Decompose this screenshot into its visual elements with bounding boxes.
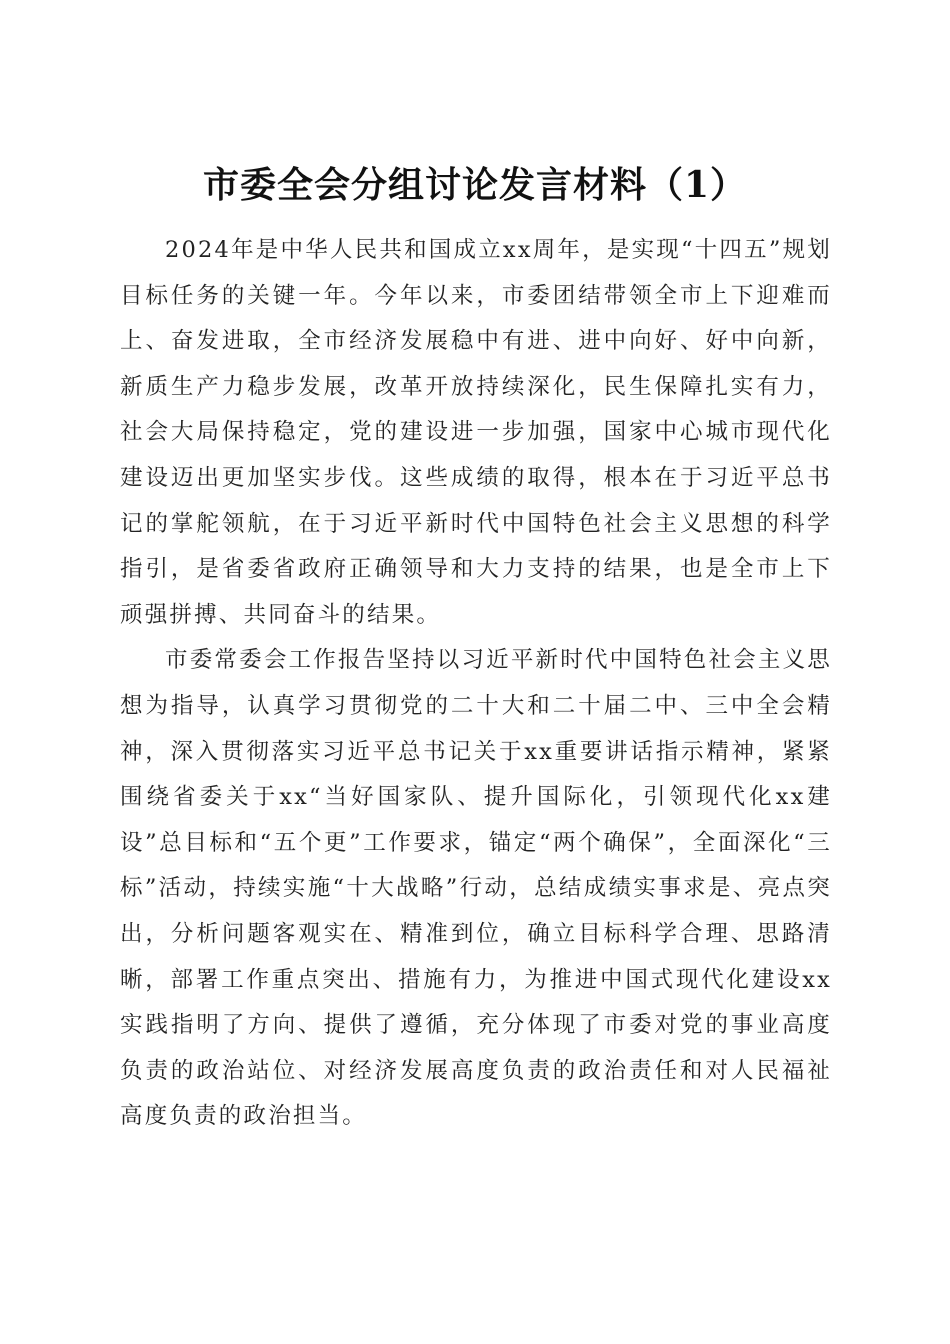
paragraph: 2024年是中华人民共和国成立xx周年，是实现“十四五”规划目标任务的关键一年。今年以来，市委团结带领全市上下迎难而上、奋发进取，全市经济发展稳中有进、进中向好、好中向新，新质生产力稳步发展，改革开放持续深化，民生保障扎实有力，社会大局保持稳定，党的建设进一步加强，国家中心城市现代化建设迈出更加坚实步伐。这些成绩的取得，根本在于习近平总书记的掌舵领航，在于习近平新时代中国特色社会主义思想的科学指引，是省委省政府正确领导和大力支持的结果，也是全市上下顽强拼搏、共同奋斗的结果。: [120, 237, 832, 628]
document-title: 市委全会分组讨论发言材料（1）: [202, 164, 748, 207]
document-body: [120, 228, 832, 1140]
paragraph: 市委常委会工作报告坚持以习近平新时代中国特色社会主义思想为指导，认真学习贯彻党的二十大和二十届二中、三中全会精神，深入贯彻落实习近平总书记关于xx重要讲话指示精神，紧紧围绕省委关于xx“当好国家队、提升国际化，引领现代化xx建设”总目标和“五个更”工作要求，锚定“两个确保”，全面深化“三标”活动，持续实施“十大战略”行动，总结成绩实事求是、亮点突出，分析问题客观实在、精准到位，确立目标科学合理、思路清晰，部署工作重点突出、措施有力，为推进中国式现代化建设xx实践指明了方向、提供了遵循，充分体现了市委对党的事业高度负责的政治站位、对经济发展高度负责的政治责任和对人民福祉高度负责的政治担当。: [120, 647, 832, 1130]
